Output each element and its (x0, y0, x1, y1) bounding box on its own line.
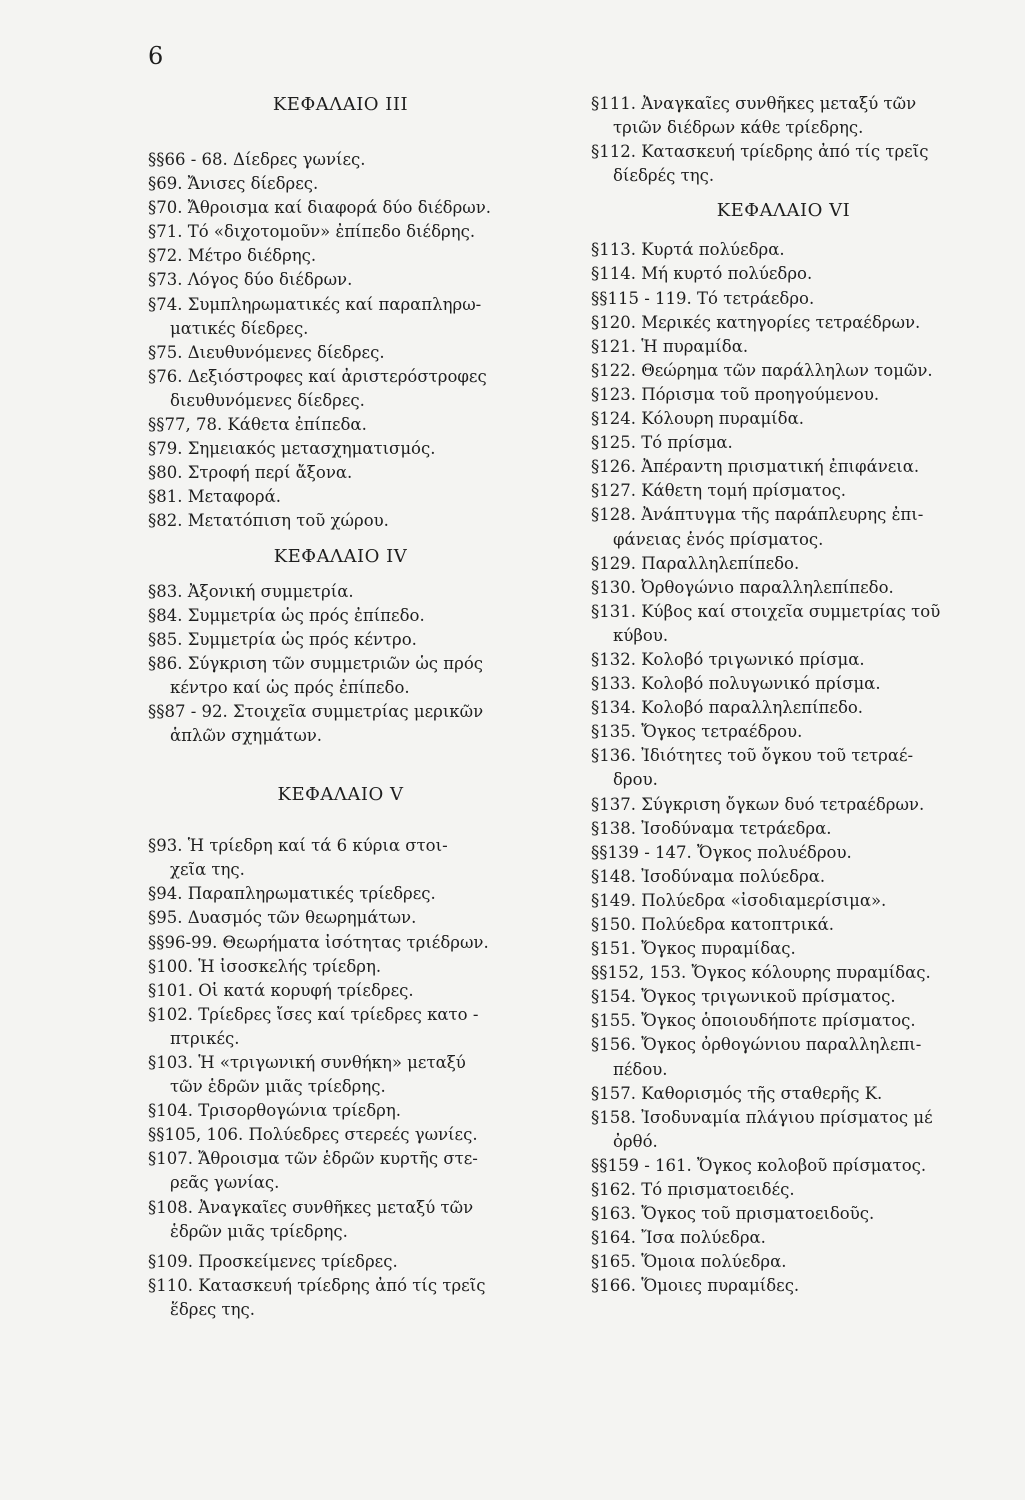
toc-entry (148, 1147, 533, 1195)
toc-entry (591, 865, 976, 889)
toc-entry-line: §133. Κολοβό πολυγωνικό πρίσμα. (591, 674, 881, 694)
toc-entry-line: §86. Σύγκριση τῶν συμμετριῶν ὡς πρός (148, 653, 484, 673)
toc-entry-continuation: ματικές δίεδρες. (170, 318, 309, 338)
toc-entry-line: §164. Ἴσα πολύεδρα. (591, 1228, 766, 1248)
toc-entry-line: §69. Ἄνισες δίεδρες. (148, 174, 319, 194)
toc-entry (148, 413, 533, 437)
toc-entry-line: §§152, 153. Ὄγκος κόλουρης πυραμίδας. (591, 963, 931, 983)
toc-entry (148, 293, 533, 341)
toc-entry (148, 834, 533, 882)
toc-entry (591, 140, 976, 188)
toc-entry-line: §83. Ἀξονική συμμετρία. (148, 581, 354, 601)
toc-entry-line: §75. Διευθυνόμενες δίεδρες. (148, 342, 385, 362)
toc-entry (148, 220, 533, 244)
toc-entry (148, 628, 533, 652)
toc-entry-line: §72. Μέτρο διέδρης. (148, 246, 317, 266)
chapter-heading: ΚΕΦΑΛΑΙΟ ΙV (273, 545, 408, 567)
toc-entry (591, 1250, 976, 1274)
toc-entry-line: §§77, 78. Κάθετα ἐπίπεδα. (148, 415, 367, 435)
toc-entry (148, 244, 533, 268)
toc-entry-line: §103. Ἡ «τριγωνική συνθήκη» μεταξύ (148, 1053, 466, 1072)
toc-entry (591, 1009, 976, 1033)
toc-entry (591, 1178, 976, 1202)
toc-entry (148, 906, 533, 930)
toc-entry-line: §127. Κάθετη τομή πρίσματος. (591, 481, 847, 501)
toc-entry-line: §§105, 106. Πολύεδρες στερεές γωνίες. (148, 1125, 478, 1145)
toc-entry (148, 979, 533, 1003)
toc-entry-line: §93. Ἡ τρίεδρη καί τά 6 κύρια στοι- (148, 836, 448, 856)
toc-entry-line: §112. Κατασκευή τρίεδρης ἀπό τίς τρεῖς (591, 142, 929, 162)
toc-entry (148, 1274, 533, 1322)
toc-entry-line: §110. Κατασκευή τρίεδρης ἀπό τίς τρεῖς (148, 1275, 486, 1295)
toc-entry (148, 172, 533, 196)
toc-entry (148, 485, 533, 509)
toc-entry (591, 455, 976, 479)
toc-entry-line: §102. Τρίεδρες ἴσες καί τρίεδρες κατο - (148, 1004, 479, 1024)
toc-entry-line: §114. Μή κυρτό πολύεδρο. (591, 264, 813, 284)
toc-entry-line: §§159 - 161. Ὄγκος κολοβοῦ πρίσματος. (591, 1155, 927, 1175)
toc-entry (148, 955, 533, 979)
toc-entry-line: §155. Ὄγκος ὁποιουδήποτε πρίσματος. (591, 1011, 916, 1031)
toc-entry-line: §84. Συμμετρία ὡς πρός ἐπίπεδο. (148, 605, 425, 625)
toc-entry-line: §166. Ὅμοιες πυραμίδες. (591, 1276, 800, 1296)
toc-entry (591, 359, 976, 383)
toc-entry-line: §163. Ὄγκος τοῦ πρισματοειδοῦς. (591, 1204, 875, 1224)
toc-entry (148, 1003, 533, 1051)
toc-entry-line: §111. Ἀναγκαῖες συνθῆκες μεταξύ τῶν (591, 94, 917, 113)
toc-entry-line: §135. Ὄγκος τετραέδρου. (591, 722, 803, 742)
toc-entry (591, 479, 976, 503)
toc-entry-line: §109. Προσκείμενες τρίεδρες. (148, 1251, 398, 1271)
toc-entry-continuation: ὀρθό. (613, 1131, 658, 1151)
toc-entry-line: §149. Πολύεδρα «ἰσοδιαμερίσιμα». (591, 890, 887, 910)
toc-entry-line: §94. Παραπληρωματικές τρίεδρες. (148, 884, 436, 904)
page-number: 6 (148, 42, 164, 70)
toc-entry-line: §154. Ὄγκος τριγωνικοῦ πρίσματος. (591, 987, 896, 1007)
toc-entry-continuation: τριῶν διέδρων κάθε τρίεδρης. (613, 118, 864, 138)
toc-entry (591, 262, 976, 286)
toc-entry-continuation: τῶν ἑδρῶν μιᾶς τρίεδρης. (170, 1077, 386, 1097)
toc-entry (591, 937, 976, 961)
toc-entry-line: §§87 - 92. Στοιχεῖα συμμετρίας μερικῶν (148, 701, 484, 721)
toc-entry-line: §157. Καθορισμός τῆς σταθερῆς Κ. (591, 1083, 883, 1103)
toc-entry (591, 1033, 976, 1081)
toc-entry-line: §129. Παραλληλεπίπεδο. (591, 553, 800, 573)
toc-entry-line: §§115 - 119. Τό τετράεδρο. (591, 288, 815, 308)
toc-entry (148, 652, 533, 700)
toc-entry-continuation: δίεδρές της. (613, 166, 715, 186)
toc-entry-line: §120. Μερικές κατηγορίες τετραέδρων. (591, 312, 921, 332)
toc-entry-line: §79. Σημειακός μετασχηματισμός. (148, 439, 436, 459)
toc-entry (148, 882, 533, 906)
toc-entry-line: §150. Πολύεδρα κατοπτρικά. (591, 915, 834, 934)
toc-entry-line: §§66 - 68. Δίεδρες γωνίες. (148, 150, 366, 169)
toc-entry-line: §121. Ἡ πυραμίδα. (591, 336, 749, 356)
toc-entry (591, 92, 976, 140)
toc-entry (148, 437, 533, 461)
toc-entry-line: §76. Δεξιόστροφες καί ἀριστερόστροφες (148, 366, 487, 386)
toc-entry-line: §§139 - 147. Ὄγκος πολυέδρου. (591, 842, 852, 862)
toc-entry-line: §134. Κολοβό παραλληλεπίπεδο. (591, 698, 864, 718)
toc-entry (591, 720, 976, 744)
toc-entry (591, 744, 976, 792)
toc-entry (591, 600, 976, 648)
toc-entry-line: §128. Ἀνάπτυγμα τῆς παράπλευρης ἐπι- (591, 505, 924, 525)
toc-entry (148, 580, 533, 604)
toc-entry (148, 461, 533, 485)
toc-entry (148, 196, 533, 220)
toc-entry-line: §81. Μεταφορά. (148, 487, 282, 507)
toc-entry-continuation: δρου. (613, 770, 658, 790)
toc-entry-line: §73. Λόγος δύο διέδρων. (148, 270, 353, 290)
toc-entry-line: §122. Θεώρημα τῶν παράλληλων τομῶν. (591, 360, 933, 380)
chapter-heading: ΚΕΦΑΛΑΙΟ ΙΙΙ (272, 94, 409, 115)
toc-entry-line: §85. Συμμετρία ὡς πρός κέντρο. (148, 629, 417, 649)
toc-entry-continuation: πέδου. (613, 1059, 668, 1079)
toc-entry (591, 817, 976, 841)
toc-entry-continuation: ἁπλῶν σχημάτων. (170, 726, 323, 746)
toc-entry (591, 985, 976, 1009)
toc-entry-continuation: κέντρο καί ὡς πρός ἐπίπεδο. (170, 677, 410, 697)
toc-entry (591, 648, 976, 672)
toc-entry (148, 268, 533, 292)
toc-entry (591, 1226, 976, 1250)
toc-entry (591, 696, 976, 720)
toc-entry-line: §74. Συμπληρωματικές καί παραπληρω- (148, 294, 482, 314)
toc-entry-continuation: χεῖα της. (170, 860, 245, 880)
toc-entry (591, 287, 976, 311)
toc-entry (148, 700, 533, 748)
toc-entry (148, 1051, 533, 1099)
toc-entry (591, 503, 976, 551)
toc-entry (148, 1099, 533, 1123)
toc-entry-continuation: ἑδρῶν μιᾶς τρίεδρης. (170, 1221, 348, 1241)
toc-entry-continuation: ρεᾶς γωνίας. (170, 1173, 280, 1193)
toc-entry (148, 148, 533, 172)
toc-entry-line: §137. Σύγκριση ὄγκων δυό τετραέδρων. (591, 794, 925, 814)
toc-entry-line: §95. Δυασμός τῶν θεωρημάτων. (148, 908, 417, 928)
toc-entry-continuation: διευθυνόμενες δίεδρες. (170, 390, 365, 410)
toc-entry (591, 1106, 976, 1154)
toc-entry-line: §107. Ἄθροισμα τῶν ἑδρῶν κυρτῆς στε- (148, 1149, 478, 1169)
toc-entry-line: §165. Ὅμοια πολύεδρα. (591, 1252, 787, 1272)
toc-entry (591, 407, 976, 431)
toc-entry (148, 365, 533, 413)
toc-entry-line: §156. Ὄγκος ὀρθογώνιου παραλληλεπι- (591, 1035, 922, 1055)
toc-entry-line: §125. Τό πρίσμα. (591, 433, 733, 453)
toc-entry-line: §162. Τό πρισματοειδές. (591, 1180, 795, 1200)
toc-entry (591, 1274, 976, 1298)
toc-entry-line: §138. Ἰσοδύναμα τετράεδρα. (591, 818, 832, 838)
toc-entry (148, 604, 533, 628)
toc-entry-line: §123. Πόρισμα τοῦ προηγούμενου. (591, 384, 880, 404)
toc-entry (148, 341, 533, 365)
toc-entry-line: §100. Ἡ ἰσοσκελής τρίεδρη. (148, 956, 382, 976)
toc-entry (148, 509, 533, 533)
toc-entry-line: §104. Τρισορθογώνια τρίεδρη. (148, 1101, 401, 1121)
toc-entry-line: §158. Ἰσοδυναμία πλάγιου πρίσματος μέ (591, 1107, 933, 1127)
toc-entry (591, 961, 976, 985)
toc-entry (591, 383, 976, 407)
toc-entry (591, 431, 976, 455)
toc-entry-line: §151. Ὄγκος πυραμίδας. (591, 939, 796, 959)
toc-entry (591, 889, 976, 913)
toc-entry-continuation: ἕδρες της. (170, 1299, 256, 1319)
toc-entry (591, 311, 976, 335)
toc-entry-continuation: κύβου. (613, 625, 669, 645)
toc-entry-line: §80. Στροφή περί ἄξονα. (148, 463, 353, 483)
chapter-heading: ΚΕΦΑΛΑΙΟ V (277, 784, 404, 806)
toc-entry-line: §148. Ἰσοδύναμα πολύεδρα. (591, 866, 826, 886)
toc-entry-line: §124. Κόλουρη πυραμίδα. (591, 409, 804, 429)
chapter-heading: ΚΕΦΑΛΑΙΟ VI (716, 200, 851, 222)
toc-entry-line: §71. Τό «διχοτομοῦν» ἐπίπεδο διέδρης. (148, 222, 476, 242)
toc-entry (148, 931, 533, 955)
toc-entry-line: §132. Κολοβό τριγωνικό πρίσμα. (591, 649, 865, 669)
toc-entry-line: §108. Ἀναγκαῖες συνθῆκες μεταξύ τῶν (148, 1197, 474, 1217)
toc-column-right (591, 92, 976, 1299)
toc-entry-continuation: φάνειας ἑνός πρίσματος. (613, 529, 824, 549)
toc-entry-line: §113. Κυρτά πολύεδρα. (591, 240, 785, 260)
toc-entry (148, 1123, 533, 1147)
toc-entry-line: §§96-99. Θεωρήματα ἰσότητας τριέδρων. (148, 932, 489, 952)
toc-entry (591, 913, 976, 937)
toc-entry-line: §101. Οἱ κατά κορυφή τρίεδρες. (148, 980, 414, 1000)
toc-entry-line: §82. Μετατόπιση τοῦ χώρου. (148, 511, 389, 531)
toc-entry-line: §130. Ὀρθογώνιο παραλληλεπίπεδο. (591, 577, 894, 597)
toc-entry (591, 552, 976, 576)
toc-entry (148, 1196, 533, 1244)
toc-entry-line: §126. Ἀπέραντη πρισματική ἐπιφάνεια. (591, 457, 920, 477)
toc-entry-line: §136. Ἰδιότητες τοῦ ὄγκου τοῦ τετραέ- (591, 746, 914, 766)
toc-entry (591, 576, 976, 600)
toc-entry (591, 1154, 976, 1178)
toc-entry (591, 1202, 976, 1226)
toc-entry-line: §70. Ἄθροισμα καί διαφορά δύο διέδρων. (148, 198, 492, 218)
toc-entry (591, 841, 976, 865)
toc-column-left (148, 92, 533, 1322)
toc-entry (591, 672, 976, 696)
toc-entry (591, 1082, 976, 1106)
toc-entry (591, 793, 976, 817)
toc-entry-line: §131. Κύβος καί στοιχεῖα συμμετρίας τοῦ (591, 601, 941, 621)
toc-entry-continuation: πτρικές. (170, 1028, 240, 1048)
toc-entry (148, 1250, 533, 1274)
toc-entry (591, 238, 976, 262)
toc-entry (591, 335, 976, 359)
